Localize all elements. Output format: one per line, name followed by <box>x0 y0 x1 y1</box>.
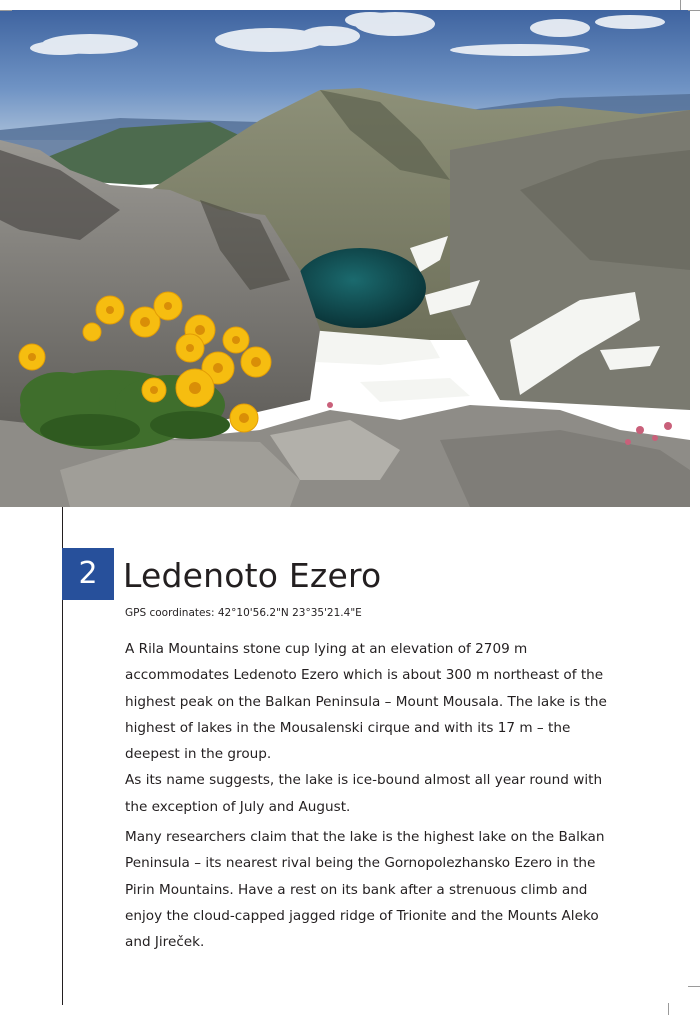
crop-mark <box>680 0 681 10</box>
paragraph: Many researchers claim that the lake is the highest lake on the Balkan Peninsula – its nearest rival being the Gornopolezhansko Ezero in the Pirin Mountains. Have a rest on its bank after a strenuous climb and enjoy the cloud-capped jagged ridge of Trionite and the Mounts Aleko and Jireček. <box>125 829 605 951</box>
crop-mark <box>688 986 700 987</box>
entry-number-badge: 2 <box>62 548 114 600</box>
gps-coordinates: GPS coordinates: 42°10'56.2"N 23°35'21.4"E <box>125 607 362 619</box>
mountain-lake-photo <box>0 10 690 507</box>
paragraph: As its name suggests, the lake is ice-bound almost all year round with the exception of July and August. <box>125 772 603 815</box>
crop-mark <box>0 10 12 11</box>
page-title: Ledenoto Ezero <box>123 556 382 595</box>
crop-mark <box>688 10 700 11</box>
paragraph: A Rila Mountains stone cup lying at an elevation of 2709 m accommodates Ledenoto Ezero which is about 300 m northeast of the highest peak on the Balkan Peninsula – Mount Mousala. The lake is the highest of lakes in the Mousalenski cirque and with its 17 m – the deepest in the group. <box>125 641 607 763</box>
description <box>125 636 625 956</box>
crop-mark <box>668 1003 669 1015</box>
